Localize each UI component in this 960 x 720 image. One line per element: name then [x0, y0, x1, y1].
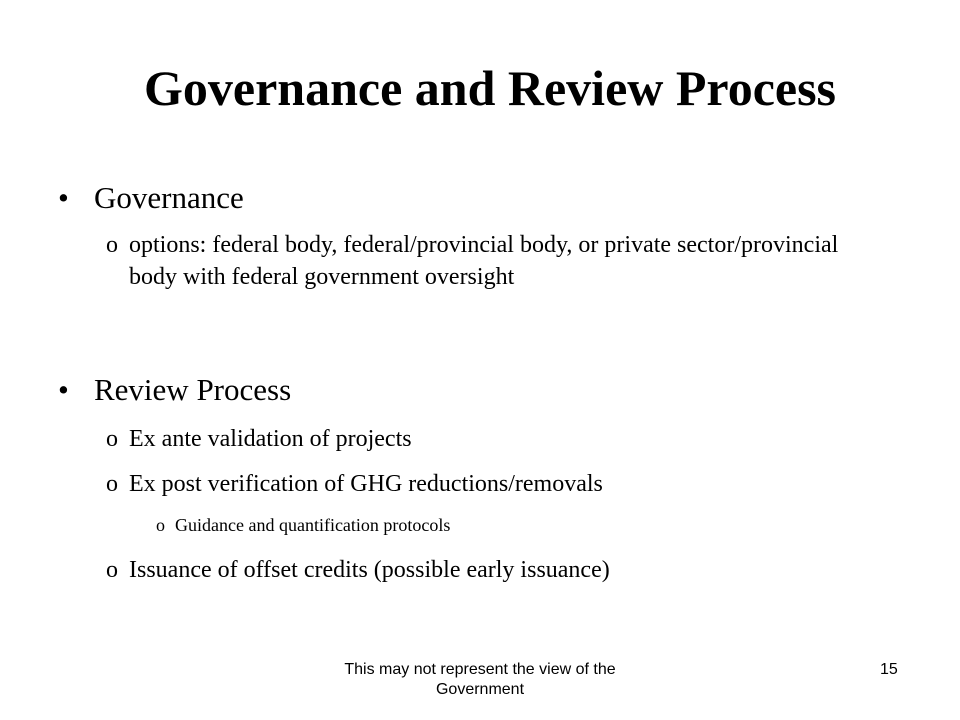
sub-item-governance-options	[106, 229, 876, 293]
sub-marker-icon: o	[106, 557, 118, 583]
bullet-heading-governance: Governance	[94, 180, 244, 215]
footer-disclaimer: This may not represent the view of the Government	[344, 661, 616, 698]
page-number: 15	[880, 661, 898, 678]
sub-marker-icon: o	[106, 232, 118, 258]
sub-item-text-ex-post: Ex post verification of GHG reductions/removals	[129, 471, 603, 497]
sub-item-text	[106, 229, 876, 293]
sub-sub-marker-icon: o	[156, 515, 165, 535]
sub-item-text-ex-ante: Ex ante validation of projects	[129, 426, 412, 452]
sub-item-ex-post	[106, 468, 906, 500]
sub-item-text-governance-options: options: federal body, federal/provincial body, or private sector/provincial body with federal government oversight	[129, 232, 839, 290]
slide-title: Governance and Review Process	[143, 60, 837, 116]
sub-sub-item-guidance	[156, 513, 450, 537]
sub-sub-item-text-guidance: Guidance and quantification protocols	[175, 515, 451, 535]
bullet-review-process	[58, 372, 291, 408]
sub-marker-icon: o	[106, 471, 118, 497]
bullet-dot-icon: •	[58, 180, 69, 215]
bullet-dot-icon: •	[58, 372, 69, 407]
sub-marker-icon: o	[106, 426, 118, 452]
sub-item-issuance	[106, 554, 906, 586]
sub-item-text-issuance: Issuance of offset credits (possible early issuance)	[129, 557, 610, 583]
bullet-governance	[58, 180, 244, 216]
bullet-heading-review-process: Review Process	[94, 372, 292, 407]
sub-item-ex-ante	[106, 423, 906, 455]
